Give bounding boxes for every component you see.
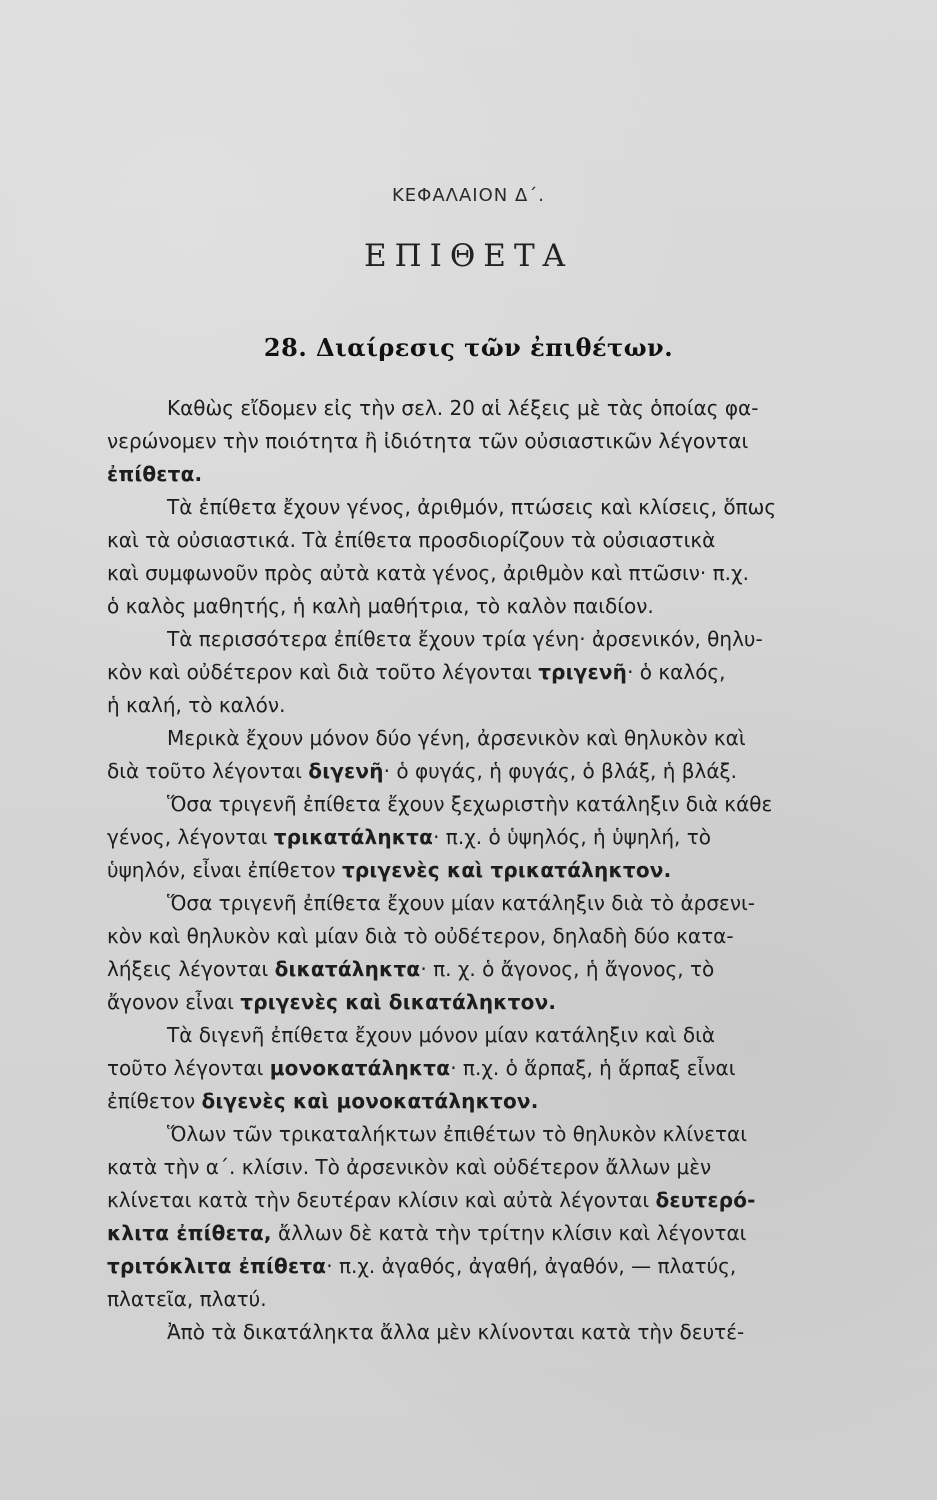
line-16	[107, 887, 907, 920]
line-19	[107, 986, 907, 1019]
line-13	[107, 788, 907, 821]
text-segment: Τὰ ἐπίθετα ἔχουν γένος, ἀριθμόν, πτώσεις καὶ κλίσεις, ὅπως	[167, 495, 777, 519]
emphasized-term: διγενῆ	[308, 759, 384, 783]
line-25	[107, 1184, 907, 1217]
emphasized-term: δικατάληκτα	[274, 957, 421, 981]
line-12	[107, 755, 907, 788]
emphasized-term: δευτερό-	[655, 1188, 756, 1212]
line-5	[107, 524, 907, 557]
line-10	[107, 689, 907, 722]
body-text	[107, 392, 907, 1349]
text-segment: Μερικὰ ἔχουν μόνον δύο γένη, ἀρσενικὸν καὶ θηλυκὸν καὶ	[167, 726, 746, 750]
text-segment: κατὰ τὴν α΄. κλίσιν. Τὸ ἀρσενικὸν καὶ οὐδέτερον ἄλλων μὲν	[107, 1155, 712, 1179]
emphasized-term: μονοκατάληκτα	[269, 1056, 451, 1080]
text-segment: καὶ τὰ οὐσιαστικά. Τὰ ἐπίθετα προσδιορίζουν τὰ οὐσιαστικὰ	[107, 528, 716, 552]
text-segment: Ὅσα τριγενῆ ἐπίθετα ἔχουν μίαν κατάληξιν διὰ τὸ ἀρσενι-	[167, 891, 755, 915]
line-28	[107, 1283, 907, 1316]
line-3	[107, 458, 907, 491]
text-segment: · π.χ. ὁ ὑψηλός, ἡ ὑψηλή, τὸ	[433, 825, 712, 849]
text-segment: τοῦτο λέγονται	[107, 1056, 270, 1080]
text-segment: ἡ καλή, τὸ καλόν.	[107, 693, 286, 717]
line-29	[107, 1316, 907, 1349]
line-15	[107, 854, 907, 887]
emphasized-term: τριγενῆ	[538, 660, 628, 684]
emphasized-term: τριγενὲς καὶ δικατάληκτον.	[240, 990, 557, 1014]
text-segment: κλίνεται κατὰ τὴν δευτέραν κλίσιν καὶ αὐτὰ λέγονται	[107, 1188, 656, 1212]
text-segment: καὶ συμφωνοῦν πρὸς αὐτὰ κατὰ γένος, ἀριθμὸν καὶ πτῶσιν· π.χ.	[107, 561, 749, 585]
text-segment: Τὰ διγενῆ ἐπίθετα ἔχουν μόνον μίαν κατάληξιν καὶ διὰ	[167, 1023, 716, 1047]
line-1	[107, 392, 907, 425]
text-segment: Ὅλων τῶν τρικαταλήκτων ἐπιθέτων τὸ θηλυκὸν κλίνεται	[167, 1122, 748, 1146]
line-20	[107, 1019, 907, 1052]
text-segment: ἄγονον εἶναι	[107, 990, 241, 1014]
line-14	[107, 821, 907, 854]
text-segment: διὰ τοῦτο λέγονται	[107, 759, 309, 783]
text-segment: ὑψηλόν, εἶναι ἐπίθετον	[107, 858, 342, 882]
text-segment: Καθὼς εἴδομεν εἰς τὴν σελ. 20 αἱ λέξεις μὲ τὰς ὁποίας φα-	[167, 396, 759, 420]
line-11	[107, 722, 907, 755]
line-18	[107, 953, 907, 986]
text-segment: Ὅσα τριγενῆ ἐπίθετα ἔχουν ξεχωριστὴν κατάληξιν διὰ κάθε	[167, 792, 773, 816]
text-segment: Τὰ περισσότερα ἐπίθετα ἔχουν τρία γένη· ἀρσενικόν, θηλυ-	[167, 627, 763, 651]
text-segment: ὁ καλὸς μαθητής, ἡ καλὴ μαθήτρια, τὸ καλὸν παιδίον.	[107, 594, 654, 618]
text-segment: πλατεῖα, πλατύ.	[107, 1287, 267, 1311]
line-22	[107, 1085, 907, 1118]
line-7	[107, 590, 907, 623]
text-segment: κὸν καὶ οὐδέτερον καὶ διὰ τοῦτο λέγονται	[107, 660, 539, 684]
line-27	[107, 1250, 907, 1283]
line-9	[107, 656, 907, 689]
page-title: ΕΠΙΘΕΤΑ	[363, 238, 574, 274]
emphasized-term: τριτόκλιτα ἐπίθετα	[107, 1254, 327, 1278]
emphasized-term: τριγενὲς καὶ τρικατάληκτον.	[341, 858, 672, 882]
line-6	[107, 557, 907, 590]
line-24	[107, 1151, 907, 1184]
text-segment: · π.χ. ἀγαθός, ἀγαθή, ἀγαθόν, — πλατύς,	[326, 1254, 737, 1278]
text-segment: ἐπίθετον	[107, 1089, 202, 1113]
text-segment: ἄλλων δὲ κατὰ τὴν τρίτην κλίσιν καὶ λέγονται	[271, 1221, 747, 1245]
emphasized-term: διγενὲς καὶ μονοκατάληκτον.	[201, 1089, 539, 1113]
line-8	[107, 623, 907, 656]
text-segment: · π.χ. ὁ ἅρπαξ, ἡ ἅρπαξ εἶναι	[450, 1056, 736, 1080]
text-segment: · π. χ. ὁ ἄγονος, ἡ ἄγονος, τὸ	[420, 957, 715, 981]
line-4	[107, 491, 907, 524]
line-21	[107, 1052, 907, 1085]
text-segment: κὸν καὶ θηλυκὸν καὶ μίαν διὰ τὸ οὐδέτερον, δηλαδὴ δύο κατα-	[107, 924, 734, 948]
text-segment: νερώνομεν τὴν ποιότητα ἢ ἰδιότητα τῶν οὐσιαστικῶν λέγονται	[107, 429, 749, 453]
text-segment: · ὁ καλός,	[627, 660, 726, 684]
emphasized-term: κλιτα ἐπίθετα,	[107, 1221, 272, 1245]
text-segment: · ὁ φυγάς, ἡ φυγάς, ὁ βλάξ, ἡ βλάξ.	[383, 759, 738, 783]
chapter-heading: ΚΕΦΑΛΑΙΟΝ Δ΄.	[392, 185, 545, 206]
emphasized-term: ἐπίθετα.	[107, 462, 203, 486]
line-2	[107, 425, 907, 458]
line-23	[107, 1118, 907, 1151]
section-heading: 28. Διαίρεσις τῶν ἐπιθέτων.	[263, 333, 674, 362]
text-segment: γένος, λέγονται	[107, 825, 274, 849]
emphasized-term: τρικατάληκτα	[273, 825, 434, 849]
line-26	[107, 1217, 907, 1250]
text-segment: λήξεις λέγονται	[107, 957, 275, 981]
text-segment: Ἀπὸ τὰ δικατάληκτα ἄλλα μὲν κλίνονται κατὰ τὴν δευτέ-	[167, 1320, 745, 1344]
line-17	[107, 920, 907, 953]
